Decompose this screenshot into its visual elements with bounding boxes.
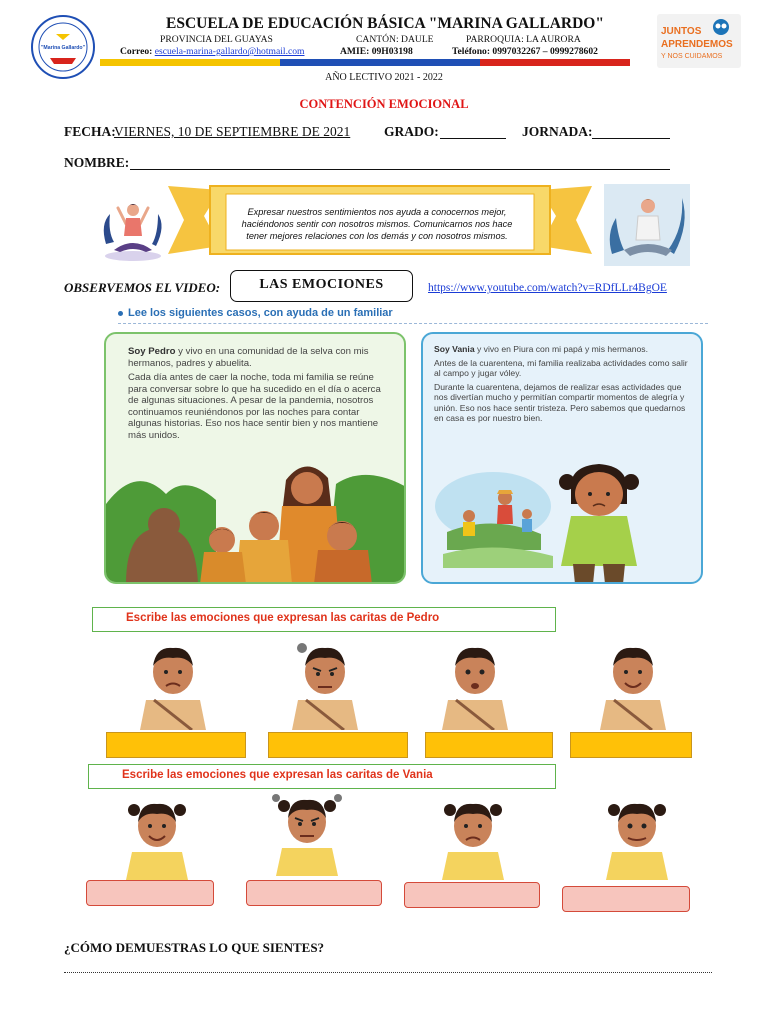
reading-instruction-text: Lee los siguientes casos, con ayuda de un familiar (128, 307, 393, 319)
pedro-answer-4[interactable] (570, 732, 692, 758)
vania-name: Soy Vania (434, 344, 475, 354)
juntos-aprendemos-logo (657, 14, 741, 68)
yoga-woman-illustration (96, 184, 170, 266)
pedro-answer-3[interactable] (425, 732, 553, 758)
school-year: AÑO LECTIVO 2021 - 2022 (325, 72, 443, 83)
vania-face-scared (592, 792, 682, 884)
reflection-question: ¿CÓMO DEMUESTRAS LO QUE SIENTES? (64, 940, 325, 955)
vania-intro: y vivo en Piura con mi papá y mis hermanos. (474, 344, 648, 354)
pedro-story-text (128, 346, 386, 444)
flag-color-bar (100, 59, 630, 66)
vania-girl-illustration (423, 444, 703, 584)
date-label: FECHA: (64, 124, 116, 139)
pedro-face-sad (128, 638, 218, 730)
school-logo-text: "Marina Gallardo" (40, 45, 86, 51)
video-prompt: OBSERVEMOS EL VIDEO: (64, 280, 221, 295)
grade-label: GRADO: (384, 124, 439, 139)
name-label: NOMBRE: (64, 155, 130, 170)
bullet-icon (118, 311, 123, 316)
vania-story-text (434, 344, 692, 427)
vania-paragraph-2: Durante la cuarentena, dejamos de realizar esas actividades que nos divertían mucho y permitían compartir momentos de alegría y unión. Eso nos hace sentir tristeza. Pero sabemos que quedarnos en casa es por nuestro bien. (434, 381, 686, 423)
vania-answer-1[interactable] (86, 880, 214, 906)
school-name: ESCUELA DE EDUCACIÓN BÁSICA "MARINA GALLARDO" (166, 15, 604, 32)
logo-word-3: Y NOS CUIDAMOS (661, 53, 723, 60)
pedro-intro: y vivo en una comunidad de la selva con mis hermanos, padres y abuelita. (128, 346, 369, 369)
pedro-answer-1[interactable] (106, 732, 246, 758)
amie-code: AMIE: 09H03198 (340, 46, 413, 57)
pedro-story-card (104, 332, 406, 584)
logo-word-2: APRENDEMOS (661, 39, 733, 50)
banner-message: Expresar nuestros sentimientos nos ayuda a conocernos mejor, haciéndonos sentir con nosotros mismos. Comunicarnos nos hace tener mejores relaciones con los demás y con nosotros mismos. (241, 207, 513, 241)
vania-face-angry (262, 788, 352, 880)
video-title-box: LAS EMOCIONES (230, 270, 413, 302)
page-title: CONTENCIÓN EMOCIONAL (299, 97, 469, 111)
email-link[interactable]: escuela-marina-gallardo@hotmail.com (154, 46, 305, 57)
school-logo (30, 14, 96, 80)
name-field[interactable] (130, 169, 670, 170)
reading-instruction (118, 307, 393, 319)
pedro-face-scared (430, 638, 520, 730)
shift-label: JORNADA: (522, 124, 593, 139)
phone-numbers: Teléfono: 0997032267 – 0999278602 (452, 46, 598, 57)
pedro-emotions-prompt: Escribe las emociones que expresan las caritas de Pedro (92, 607, 556, 632)
family-gathering-illustration (106, 444, 406, 584)
shift-field[interactable] (592, 138, 670, 139)
email-row (120, 46, 304, 57)
vania-answer-3[interactable] (404, 882, 540, 908)
pedro-face-angry (280, 638, 370, 730)
date-value: VIERNES, 10 DE SEPTIEMBRE DE 2021 (114, 124, 351, 139)
video-link[interactable]: https://www.youtube.com/watch?v=RDfLLr4BgOE (428, 282, 667, 294)
vania-emotions-prompt: Escribe las emociones que expresan las caritas de Vania (88, 764, 556, 789)
answer-line[interactable] (64, 972, 712, 973)
canton: CANTÓN: DAULE (356, 34, 434, 45)
yoga-man-illustration (604, 184, 690, 266)
pedro-answer-2[interactable] (268, 732, 408, 758)
grade-field[interactable] (440, 138, 506, 139)
parish: PARROQUIA: LA AURORA (466, 34, 581, 45)
pedro-face-happy (588, 638, 678, 730)
pedro-name: Soy Pedro (128, 346, 176, 357)
vania-face-happy (112, 792, 202, 884)
pedro-paragraph: Cada día antes de caer la noche, toda mi familia se reúne para conversar sobre lo que ha sucedido en el día o acerca de algunas situaciones. A pesar de la pandemia, nosotros continuamos reuniéndonos por las noches para contar algunas historias. Eso nos hace sentir bien y nos mantiene más unidos. (128, 372, 381, 441)
vania-paragraph-1: Antes de la cuarentena, mi familia realizaba actividades como salir al campo y jugar vóley. (434, 357, 688, 378)
email-label: Correo: (120, 46, 153, 57)
vania-answer-4[interactable] (562, 886, 690, 912)
vania-story-card (421, 332, 703, 584)
divider (118, 323, 708, 324)
province: PROVINCIA DEL GUAYAS (160, 34, 273, 45)
logo-word-1: JUNTOS (661, 26, 702, 37)
vania-face-sad (428, 792, 518, 884)
vania-answer-2[interactable] (246, 880, 382, 906)
